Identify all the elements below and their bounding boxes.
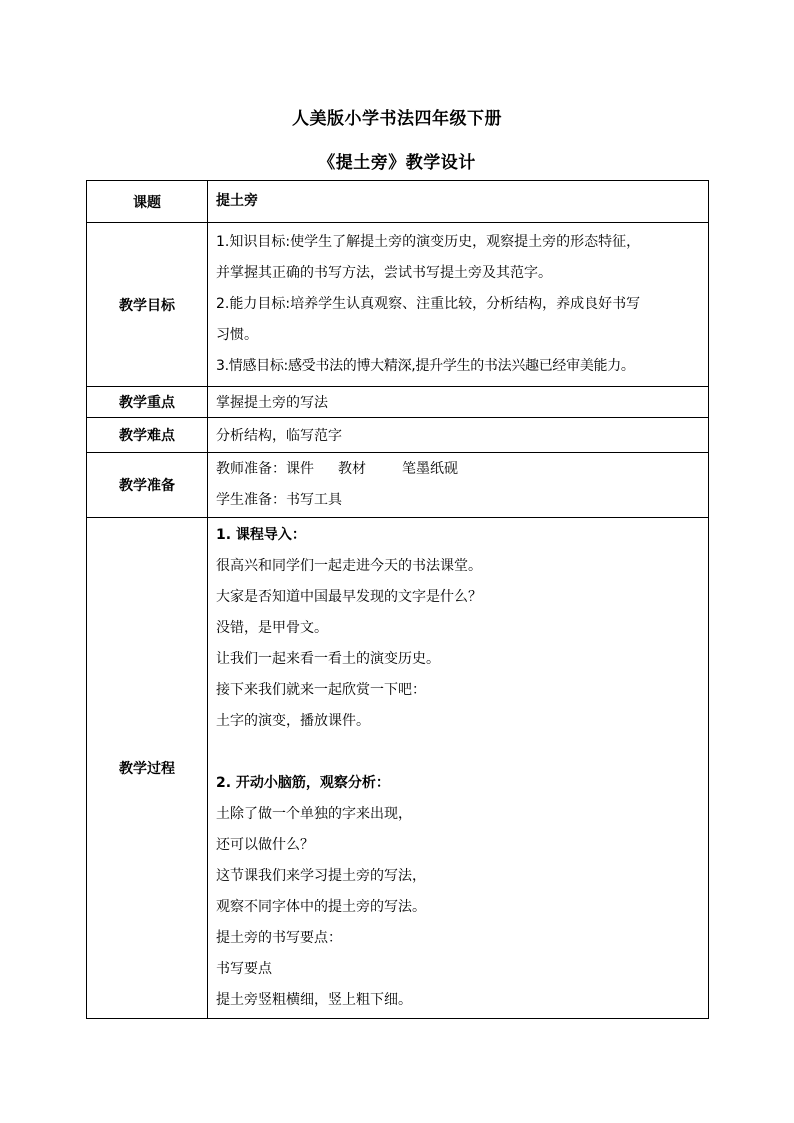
process-line: 大家是否知道中国最早发现的文字是什么？ (216, 589, 482, 605)
difficulty-value: 分析结构，临写范字 (208, 418, 709, 453)
lesson-plan-table (86, 180, 709, 1019)
document-title: 人美版小学书法四年级下册 (292, 109, 502, 129)
preparation-content (208, 453, 709, 518)
process-line: 这节课我们来学习提土旁的写法， (216, 868, 426, 884)
goal-line: 3.情感目标:感受书法的博大精深,提升学生的书法兴趣已经审美能力。 (216, 358, 635, 374)
section-heading: 1. 课程导入： (216, 527, 306, 543)
process-line: 很高兴和同学们一起走进今天的书法课堂。 (216, 558, 482, 574)
goal-line: 并掌握其正确的书写方法，尝试书写提土旁及其范字。 (216, 265, 552, 281)
process-label: 教学过程 (87, 518, 208, 1019)
process-line: 土除了做一个单独的字来出现， (216, 806, 412, 822)
process-content (208, 518, 709, 1019)
table-row-key-point (87, 387, 709, 418)
goal-line: 习惯。 (216, 327, 258, 343)
goals-label: 教学目标 (87, 223, 208, 387)
process-line: 提土旁的书写要点： (216, 930, 342, 946)
blank-line (216, 737, 704, 768)
teacher-preparation: 教师准备：课件 教材 笔墨纸砚 (216, 461, 458, 477)
key-point-value: 掌握提土旁的写法 (208, 387, 709, 418)
key-point-label: 教学重点 (87, 387, 208, 418)
table-row-topic (87, 181, 709, 223)
table-row-goals (87, 223, 709, 387)
goal-line: 1.知识目标:使学生了解提土旁的演变历史，观察提土旁的形态特征， (216, 234, 641, 250)
process-line: 书写要点 (216, 961, 272, 977)
preparation-label: 教学准备 (87, 453, 208, 518)
process-line: 提土旁竖粗横细，竖上粗下细。 (216, 992, 412, 1008)
process-line: 观察不同字体中的提土旁的写法。 (216, 899, 426, 915)
goal-line: 2.能力目标:培养学生认真观察、注重比较，分析结构，养成良好书写 (216, 296, 641, 312)
goals-content (208, 223, 709, 387)
process-line: 接下来我们就来一起欣赏一下吧： (216, 682, 426, 698)
process-line: 没错，是甲骨文。 (216, 620, 328, 636)
topic-label: 课题 (87, 181, 208, 223)
document-subtitle: 《提土旁》教学设计 (318, 153, 476, 173)
student-preparation: 学生准备：书写工具 (216, 492, 342, 508)
process-line: 还可以做什么？ (216, 837, 314, 853)
section-heading: 2. 开动小脑筋，观察分析： (216, 775, 390, 791)
difficulty-label: 教学难点 (87, 418, 208, 453)
process-line: 土字的演变，播放课件。 (216, 713, 370, 729)
table-row-process (87, 518, 709, 1019)
table-row-preparation (87, 453, 709, 518)
topic-value: 提土旁 (208, 181, 709, 223)
process-line: 让我们一起来看一看土的演变历史。 (216, 651, 440, 667)
table-row-difficulty (87, 418, 709, 453)
